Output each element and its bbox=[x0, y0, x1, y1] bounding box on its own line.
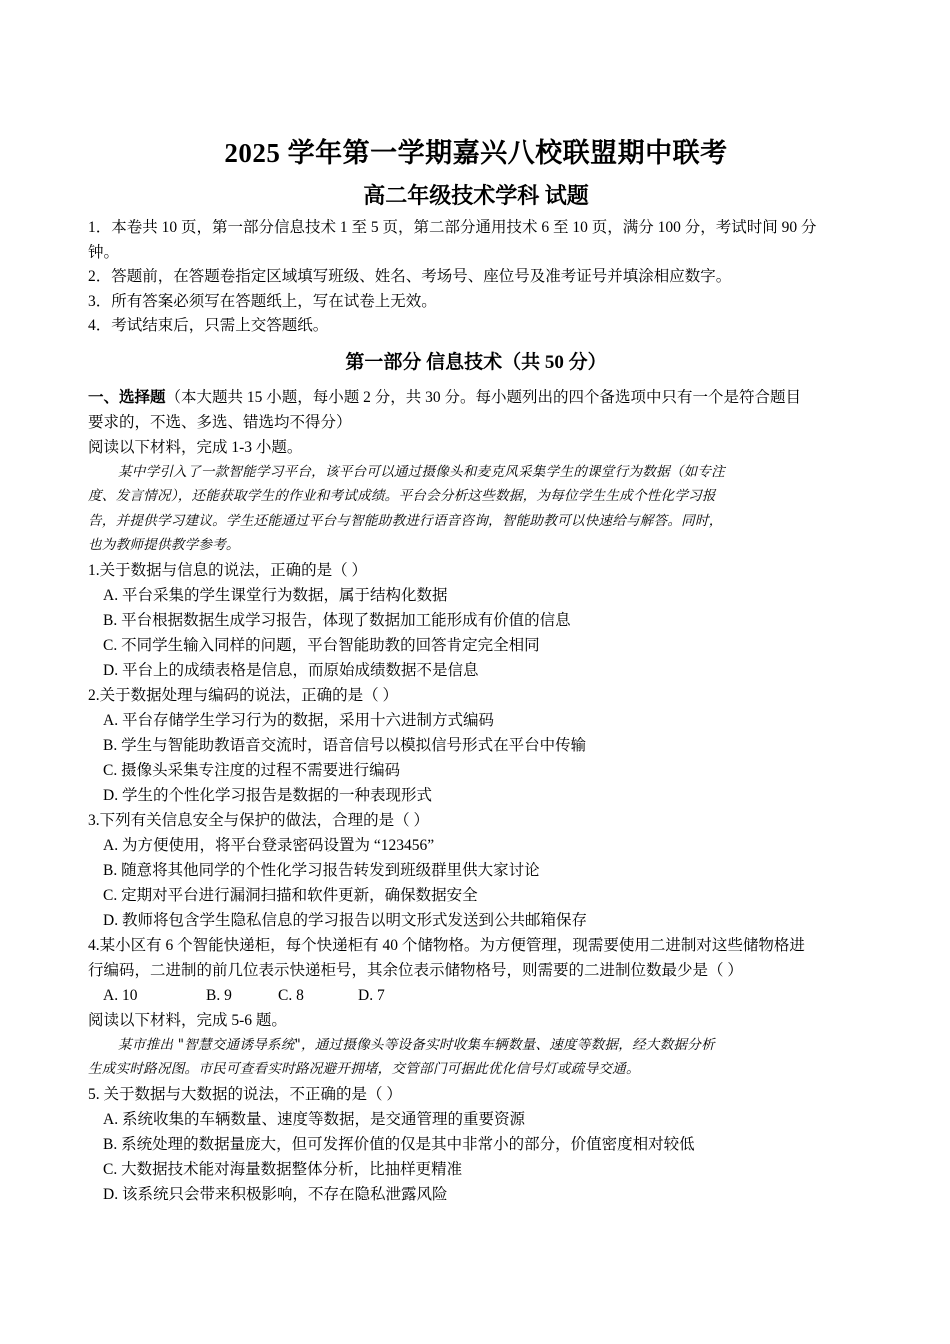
option-d: D. 学生的个性化学习报告是数据的一种表现形式 bbox=[103, 786, 432, 804]
notice-line: 1．本卷共 10 页，第一部分信息技术 1 至 5 页，第二部分通用技术 6 至 10 页，满分 100 分，考试时间 90 分 bbox=[88, 219, 817, 236]
question-2 bbox=[88, 683, 864, 808]
option-a: A. 平台采集的学生课堂行为数据，属于结构化数据 bbox=[103, 586, 448, 604]
notice-line: 3．所有答案必须写在答题纸上，写在试卷上无效。 bbox=[88, 292, 437, 310]
notice-line: 2．答题前，在答题卷指定区域填写班级、姓名、考场号、座位号及准考证号并填涂相应数字。 bbox=[88, 268, 732, 285]
notice-line: 4．考试结束后，只需上交答题纸。 bbox=[88, 317, 329, 334]
option-c: C. 不同学生输入同样的问题，平台智能助教的回答肯定完全相同 bbox=[103, 636, 540, 654]
material-passage-1 bbox=[88, 460, 864, 558]
material-line: 某中学引入了一款智能学习平台，该平台可以通过摄像头和麦克风采集学生的课堂行为数据（如专注 bbox=[118, 463, 725, 480]
material-line: 度、发言情况），还能获取学生的作业和考试成绩。平台会分析这些数据，为每位学生生成个性化学习报 bbox=[88, 488, 716, 505]
material-line: 生成实时路况图。市民可查看实时路况避开拥堵，交管部门可据此优化信号灯或疏导交通。 bbox=[88, 1061, 640, 1078]
part1-title: 第一部分 信息技术（共 50 分） bbox=[345, 351, 607, 373]
material-line: 也为教师提供教学参考。 bbox=[88, 537, 240, 554]
option-b: B. 学生与智能助教语音交流时，语音信号以模拟信号形式在平台中传输 bbox=[103, 736, 587, 754]
material-line: 某市推出 "智慧交通诱导系统"，通过摄像头等设备实时收集车辆数量、速度等数据，经大数据分析 bbox=[118, 1036, 715, 1053]
option-d: D. 7 bbox=[358, 986, 385, 1004]
reading-prompt: 阅读以下材料，完成 5-6 题。 bbox=[88, 1011, 287, 1029]
option-b: B. 平台根据数据生成学习报告，体现了数据加工能形成有价值的信息 bbox=[103, 611, 571, 629]
section-instructions bbox=[88, 385, 864, 410]
option-a: A. 10 bbox=[103, 986, 138, 1004]
material-passage-2 bbox=[88, 1033, 864, 1082]
option-b: B. 系统处理的数据量庞大，但可发挥价值的仅是其中非常小的部分，价值密度相对较低 bbox=[103, 1136, 695, 1154]
option-d: D. 教师将包含学生隐私信息的学习报告以明文形式发送到公共邮箱保存 bbox=[103, 911, 587, 929]
notice-line: 钟。 bbox=[88, 243, 120, 261]
option-a: A. 平台存储学生学习行为的数据，采用十六进制方式编码 bbox=[103, 711, 494, 729]
section-desc-cont: 要求的，不选、多选、错选均不得分） bbox=[88, 413, 352, 431]
question-3 bbox=[88, 808, 864, 933]
inline-options bbox=[88, 983, 864, 1008]
question-stem: 4.某小区有 6 个智能快递柜，每个快递柜有 40 个储物格。为方便管理，现需要使用二进制对这些储物格进 bbox=[88, 936, 805, 954]
question-stem: 5. 关于数据与大数据的说法，不正确的是（ ） bbox=[88, 1086, 402, 1104]
option-b: B. 9 bbox=[206, 986, 232, 1004]
option-d: D. 该系统只会带来积极影响，不存在隐私泄露风险 bbox=[103, 1186, 448, 1204]
section-desc: （本大题共 15 小题，每小题 2 分，共 30 分。每小题列出的四个备选项中只有一个是符合题目 bbox=[165, 388, 802, 406]
exam-subtitle: 高二年级技术学科 试题 bbox=[363, 183, 589, 208]
exam-title: 2025 学年第一学期嘉兴八校联盟期中联考 bbox=[224, 138, 728, 168]
exam-page bbox=[88, 130, 864, 1207]
option-c: C. 摄像头采集专注度的过程不需要进行编码 bbox=[103, 761, 401, 779]
question-4 bbox=[88, 933, 864, 1008]
option-c: C. 定期对平台进行漏洞扫描和软件更新，确保数据安全 bbox=[103, 886, 478, 904]
notice-block bbox=[88, 216, 864, 339]
option-a: A. 系统收集的车辆数量、速度等数据，是交通管理的重要资源 bbox=[103, 1111, 525, 1129]
section-label: 一、选择题 bbox=[88, 388, 166, 406]
question-1 bbox=[88, 558, 864, 683]
option-c: C. 大数据技术能对海量数据整体分析，比抽样更精准 bbox=[103, 1161, 463, 1179]
question-stem: 3.下列有关信息安全与保护的做法，合理的是（ ） bbox=[88, 811, 430, 829]
material-line: 告，并提供学习建议。学生还能通过平台与智能助教进行语音咨询，智能助教可以快速给与解答。同时， bbox=[88, 512, 723, 529]
option-c: C. 8 bbox=[278, 986, 304, 1004]
option-a: A. 为方便使用，将平台登录密码设置为 “123456” bbox=[103, 836, 435, 854]
question-stem: 1.关于数据与信息的说法，正确的是（ ） bbox=[88, 561, 368, 579]
reading-prompt: 阅读以下材料，完成 1-3 小题。 bbox=[88, 438, 303, 456]
option-b: B. 随意将其他同学的个性化学习报告转发到班级群里供大家讨论 bbox=[103, 861, 540, 879]
option-d: D. 平台上的成绩表格是信息，而原始成绩数据不是信息 bbox=[103, 661, 479, 679]
question-5 bbox=[88, 1082, 864, 1207]
question-stem-cont: 行编码，二进制的前几位表示快递柜号，其余位表示储物格号，则需要的二进制位数最少是（ ） bbox=[88, 961, 743, 979]
question-stem: 2.关于数据处理与编码的说法，正确的是（ ） bbox=[88, 686, 399, 704]
